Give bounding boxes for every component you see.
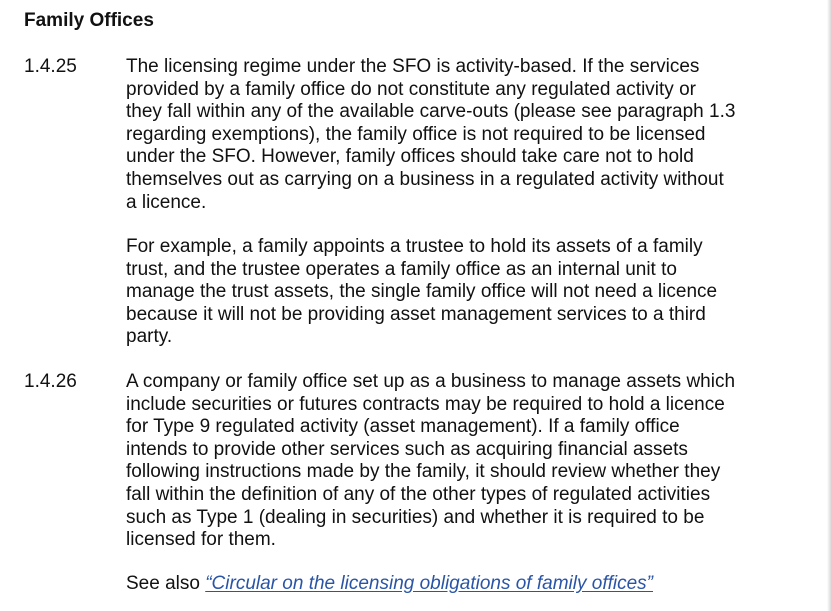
text-line: licensed for them. bbox=[126, 529, 276, 551]
text-line: intends to provide other services such as acquiring financial assets bbox=[126, 438, 688, 460]
see-also-line bbox=[126, 573, 816, 596]
text-line: fall within the definition of any of the other types of regulated activities bbox=[126, 483, 711, 505]
text-line: themselves out as carrying on a business in a regulated activity without bbox=[126, 168, 724, 190]
text-line: A company or family office set up as a business to manage assets which bbox=[126, 371, 736, 392]
paragraph-block bbox=[126, 371, 816, 552]
paragraph-block bbox=[126, 56, 816, 214]
paragraph-number: 1.4.25 bbox=[24, 56, 77, 77]
text-line: they fall within any of the available carve-outs (please see paragraph 1.3 bbox=[126, 101, 736, 123]
section-heading: Family Offices bbox=[24, 10, 154, 31]
paragraph-number: 1.4.26 bbox=[24, 371, 77, 392]
text-line: For example, a family appoints a trustee to hold its assets of a family bbox=[126, 236, 703, 257]
text-line: party. bbox=[126, 326, 173, 348]
text-line: because it will not be providing asset management services to a third bbox=[126, 303, 706, 325]
text-line: under the SFO. However, family offices should take care not to hold bbox=[126, 146, 694, 168]
see-also-label: See also bbox=[126, 573, 200, 594]
text-line: for Type 9 regulated activity (asset management). If a family office bbox=[126, 416, 680, 438]
text-line: trust, and the trustee operates a family office as an internal unit to bbox=[126, 258, 677, 280]
page-edge-shadow bbox=[827, 0, 831, 611]
text-line: include securities or futures contracts may be required to hold a licence bbox=[126, 393, 725, 415]
text-line: such as Type 1 (dealing in securities) and whether it is required to be bbox=[126, 506, 705, 528]
text-line: regarding exemptions), the family office is not required to be licensed bbox=[126, 123, 706, 145]
text-line: The licensing regime under the SFO is activity-based. If the services bbox=[126, 56, 700, 77]
text-line: manage the trust assets, the single family office will not need a licence bbox=[126, 281, 718, 303]
text-line: following instructions made by the family, it should review whether they bbox=[126, 461, 721, 483]
text-line: a licence. bbox=[126, 191, 207, 213]
circular-link[interactable]: “Circular on the licensing obligations of family offices” bbox=[205, 573, 653, 594]
text-line: provided by a family office do not constitute any regulated activity or bbox=[126, 78, 696, 100]
paragraph-block bbox=[126, 236, 816, 349]
